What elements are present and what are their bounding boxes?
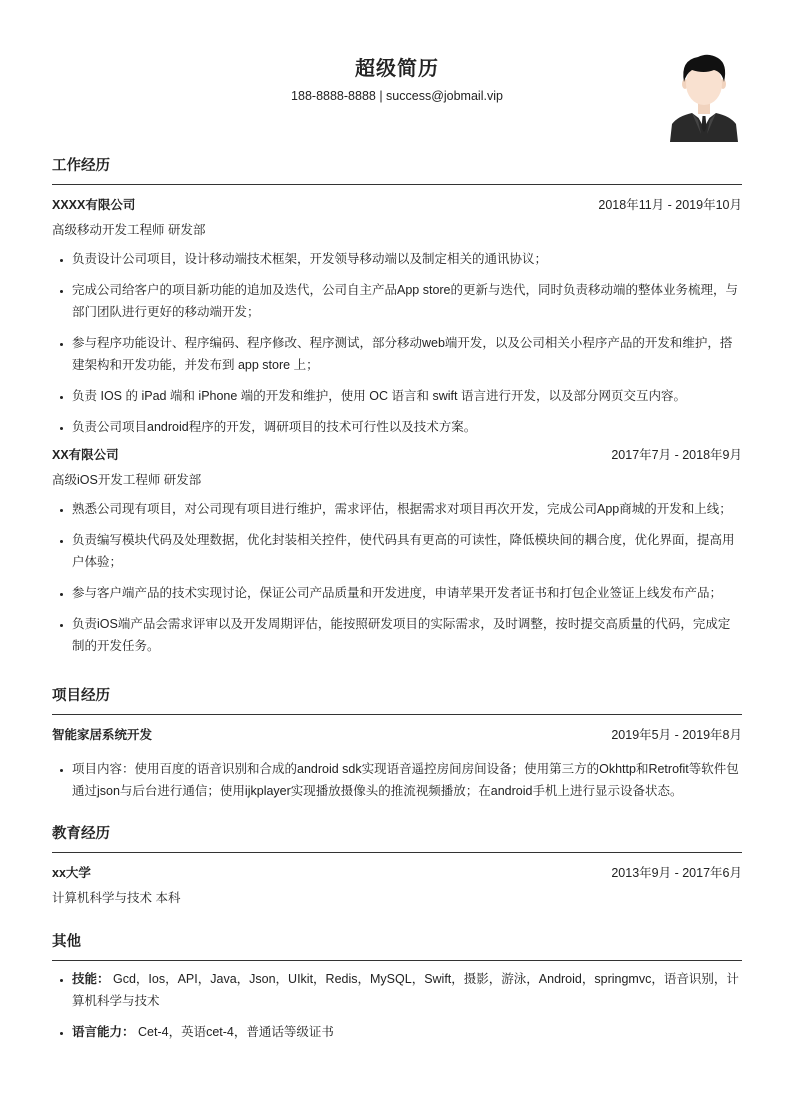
other-section [52, 931, 742, 1043]
skills-label: 技能： [72, 972, 110, 986]
education-header [52, 864, 742, 882]
list-item: • 负责iOS端产品会需求评审以及开发周期评估，能按照研发项目的实际需求，及时调整，按时提交高质量的代码，完成定制的开发任务。 [72, 613, 742, 657]
school-name: xx大学 [52, 866, 91, 880]
contact-line: 188-8888-8888 | success@jobmail.vip [291, 89, 503, 103]
other-details [52, 968, 742, 1043]
other-section-title: 其他 [52, 934, 81, 950]
project-section [52, 685, 742, 802]
job-date: 2018年11月 - 2019年10月 [598, 198, 742, 212]
section-divider [52, 852, 742, 853]
skills-value: Gcd，Ios，API，Java，Json，UIkit，Redis，MySQL，Swift，摄影，游泳，Android，springmvc，语音识别，计算机科学与技术 [72, 972, 739, 1008]
job-header [52, 196, 742, 214]
section-divider [52, 184, 742, 185]
work-section [52, 155, 742, 657]
project-name: 智能家居系统开发 [52, 728, 153, 742]
job-role: 高级iOS开发工程师 研发部 [52, 473, 202, 487]
list-item: • 项目内容：使用百度的语音识别和合成的android sdk实现语音遥控房间房间设备；使用第三方的Okhttp和Retrofit等软件包通过json与后台进行通信；使用ijkplayer实现播放摄像头的推流视频播放；在android手机上进行显示设备状态。 [72, 758, 742, 802]
education-major: 计算机科学与技术 本科 [52, 891, 181, 905]
company-name: XX有限公司 [52, 448, 119, 462]
resume-name: 超级简历 [355, 58, 439, 80]
language-value: Cet-4，英语cet-4，普通话等级证书 [138, 1025, 334, 1039]
section-divider [52, 714, 742, 715]
language-label: 语言能力： [72, 1025, 135, 1039]
section-divider [52, 960, 742, 961]
avatar [668, 52, 740, 142]
job-header [52, 446, 742, 464]
list-item: • 负责设计公司项目，设计移动端技术框架，开发领导移动端以及制定相关的通讯协议； [72, 248, 742, 270]
language-item [72, 1021, 742, 1043]
list-item: • 完成公司给客户的项目新功能的追加及迭代，公司自主产品App store的更新与迭代，同时负责移动端的整体业务梳理，与部门团队进行更好的移动端开发； [72, 279, 742, 323]
job-duties [52, 498, 742, 657]
company-name: XXXX有限公司 [52, 198, 136, 212]
project-section-title: 项目经历 [52, 688, 110, 704]
skills-item [72, 968, 742, 1012]
education-section [52, 823, 742, 907]
list-item: • 负责 IOS 的 iPad 端和 iPhone 端的开发和维护，使用 OC 语言和 swift 语言进行开发，以及部分网页交互内容。 [72, 385, 742, 407]
project-header [52, 726, 742, 744]
project-details [52, 758, 742, 802]
list-item: • 熟悉公司现有项目，对公司现有项目进行维护，需求评估，根据需求对项目再次开发，完成公司App商城的开发和上线； [72, 498, 742, 520]
education-section-title: 教育经历 [52, 826, 110, 842]
job-duties [52, 248, 742, 438]
list-item: • 参与程序功能设计、程序编码、程序修改、程序测试，部分移动web端开发，以及公司相关小程序产品的开发和维护，搭建架构和开发功能，并发布到 app store 上； [72, 332, 742, 376]
list-item: • 负责公司项目android程序的开发，调研项目的技术可行性以及技术方案。 [72, 416, 742, 438]
job-role: 高级移动开发工程师 研发部 [52, 223, 206, 237]
project-date: 2019年5月 - 2019年8月 [611, 728, 742, 742]
list-item: • 参与客户端产品的技术实现讨论，保证公司产品质量和开发进度，申请苹果开发者证书和打包企业签证上线发布产品； [72, 582, 742, 604]
work-section-title: 工作经历 [52, 158, 110, 174]
job-date: 2017年7月 - 2018年9月 [611, 448, 742, 462]
education-date: 2013年9月 - 2017年6月 [611, 866, 742, 880]
list-item: • 负责编写模块代码及处理数据，优化封装相关控件，使代码具有更高的可读性，降低模块间的耦合度，优化界面，提高用户体验； [72, 529, 742, 573]
